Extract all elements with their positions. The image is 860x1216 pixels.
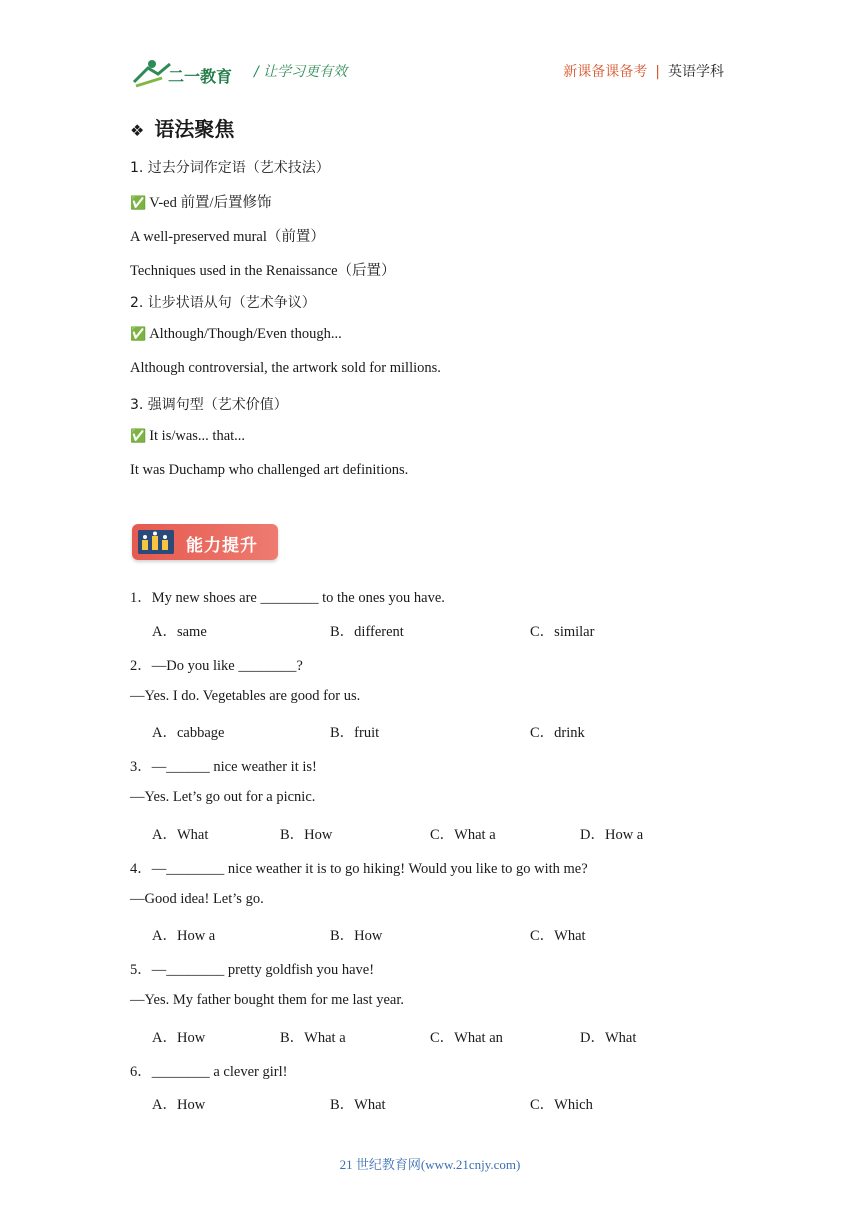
question-stem: 2．—Do you like ________? (130, 658, 303, 674)
grammar-line: Techniques used in the Renaissance（后置） (130, 263, 396, 279)
subject-label: 英语学科 (668, 64, 724, 80)
slogan: / 让学习更有效 (254, 64, 348, 80)
grammar-line: ✅ Although/Though/Even though... (130, 326, 342, 342)
grammar-line: ✅ It is/was... that... (130, 428, 246, 444)
question-stem: 1．My new shoes are ________ to the ones you have. (130, 590, 445, 606)
option[interactable]: C．drink (530, 725, 585, 741)
question-stem: 3．—______ nice weather it is! (130, 759, 317, 775)
section-title-text: 语法聚焦 (154, 117, 235, 141)
option[interactable]: A．How a (152, 928, 216, 944)
option[interactable]: D．How a (580, 827, 644, 843)
option[interactable]: B．How (330, 928, 383, 944)
check-icon: ✅ (130, 196, 147, 211)
grammar-line: 2. 让步状语从句（艺术争议） (130, 295, 316, 311)
option[interactable]: A．What (152, 827, 209, 843)
grammar-line: ✅ V-ed 前置/后置修饰 (130, 195, 272, 211)
badge-label: 能力提升 (186, 536, 258, 556)
question-stem: 5．—________ pretty goldfish you have! (130, 962, 375, 978)
option[interactable]: B．What a (280, 1030, 346, 1046)
ability-badge (132, 524, 278, 560)
grammar-line: It was Duchamp who challenged art definitions. (130, 462, 409, 478)
option[interactable]: D．What (580, 1030, 637, 1046)
option[interactable]: B．How (280, 827, 333, 843)
diamond-bullet-icon: ❖ (130, 121, 145, 140)
grammar-line: 1. 过去分词作定语（艺术技法） (130, 160, 330, 176)
page-header (0, 0, 860, 100)
option[interactable]: C．What an (430, 1030, 503, 1046)
option[interactable]: A．How (152, 1097, 206, 1113)
logo-icon (132, 58, 242, 90)
course-label: 新课备课备考 (563, 64, 648, 80)
option[interactable]: C．What (530, 928, 586, 944)
question-reply: —Yes. My father bought them for me last year. (130, 992, 404, 1008)
section-title (130, 113, 234, 142)
footer-link[interactable]: 21 世纪教育网(www.21cnjy.com) (339, 1157, 521, 1172)
grammar-line: A well-preserved mural（前置） (130, 229, 325, 245)
grammar-line: 3. 强调句型（艺术价值） (130, 397, 288, 413)
option[interactable]: B．fruit (330, 725, 380, 741)
grammar-line: Although controversial, the artwork sold for millions. (130, 360, 441, 376)
question-stem: 6．________ a clever girl! (130, 1064, 288, 1080)
question-reply: —Good idea! Let’s go. (130, 891, 264, 907)
header-right (563, 61, 724, 81)
logo-text: 二一教育 (168, 67, 233, 86)
question-reply: —Yes. Let’s go out for a picnic. (130, 789, 316, 805)
check-icon: ✅ (130, 429, 147, 444)
option[interactable]: C．similar (530, 624, 595, 640)
question-stem: 4．—________ nice weather it is to go hiking! Would you like to go with me? (130, 861, 588, 877)
ability-icon (138, 530, 174, 554)
option[interactable]: C．What a (430, 827, 496, 843)
option[interactable]: C．Which (530, 1097, 593, 1113)
option[interactable]: A．same (152, 624, 207, 640)
option[interactable]: A．How (152, 1030, 206, 1046)
option[interactable]: A．cabbage (152, 725, 225, 741)
question-reply: —Yes. I do. Vegetables are good for us. (130, 688, 361, 704)
header-separator: | (655, 64, 660, 80)
option[interactable]: B．What (330, 1097, 386, 1113)
check-icon: ✅ (130, 327, 147, 342)
option[interactable]: B．different (330, 624, 404, 640)
